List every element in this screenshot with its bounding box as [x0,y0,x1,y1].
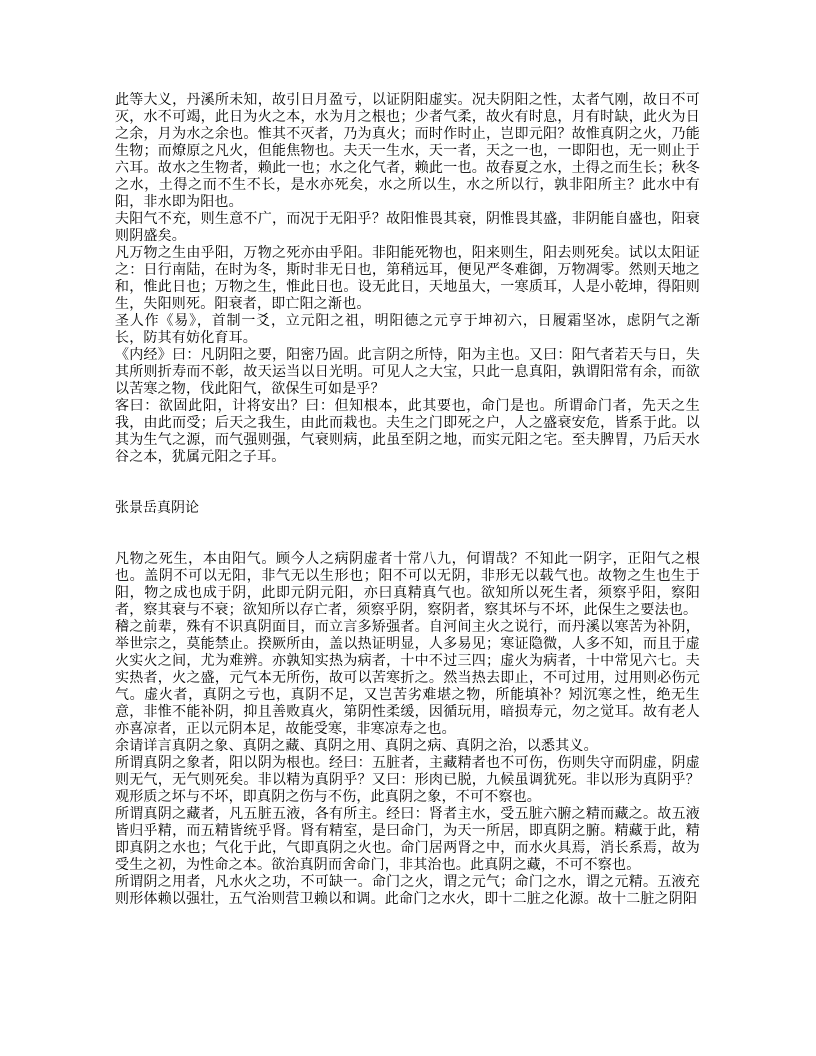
paragraph: 此等大义，丹溪所未知，故引日月盈亏，以证阴阳虚实。况夫阴阳之性，太者气刚，故日不可灭，水不可竭，此日为火之本，水为月之根也；少者气柔，故火有时息，月有时缺，此火为日之余，月为水之余也。惟其不灭者，乃为真火；而时作时止，岂即元阳？故惟真阴之火，乃能生物；而燎原之凡火，但能焦物也。夫天一生水，天一者，天之一也，一即阳也，无一则止于六耳。故水之生物者，赖此一也；水之化气者，赖此一也。故春夏之水，土得之而生长；秋冬之水，土得之而不生不长，是水亦死矣，水之所以生，水之所以行，孰非阳所主？此水中有阳，非水即为阳也。 [115,93,700,210]
section-heading: 张景岳真阴论 [115,501,199,516]
paragraph: 客曰：欲固此阳，计将安出？曰：但知根本，此其要也，命门是也。所谓命门者，先天之生我，由此而受；后天之我生，由此而栽也。夫生之门即死之户，人之盛衰安危，皆系于此。以其为生气之源，而气强则强，气衰则病，此虽至阴之地，而实元阳之宅。至夫脾胃，乃后天水谷之本，犹属元阳之子耳。 [115,399,700,465]
paragraph: 所谓阴之用者，凡水火之功，不可缺一。命门之火，谓之元气；命门之水，谓之元精。五液充则形体赖以强壮，五气治则营卫赖以和调。此命门之水火，即十二脏之化源。故十二脏之阴阳 [115,875,700,907]
paragraph: 夫阳气不充，则生意不广，而况于无阳乎？故阳惟畏其衰，阴惟畏其盛，非阴能自盛也，阳衰则阴盛矣。 [115,212,700,244]
paragraph: 所谓真阴之象者，阳以阴为根也。经曰：五脏者，主藏精者也不可伤，伤则失守而阴虚，阴虚则无气，无气则死矣。非以精为真阴乎？又曰：形肉已脱，九候虽调犹死。非以形为真阴乎？观形质之坏与不坏，即真阴之伤与不伤，此真阴之象，不可不察也。 [115,756,700,805]
paragraph: 《内经》曰：凡阴阳之要，阳密乃固。此言阴之所恃，阳为主也。又曰：阳气者若天与日，失其所则折寿而不彰，故天运当以日光明。可见人之大宝，只此一息真阳，孰谓阳常有余，而欲以苦寒之物，伐此阳气，欲保生可如是乎？ [115,348,700,397]
paragraph: 所谓真阴之藏者，凡五脏五液，各有所主。经曰：肾者主水，受五脏六腑之精而藏之。故五液皆归乎精，而五精皆统乎肾。肾有精室，是曰命门，为天一所居，即真阴之腑。精藏于此，精即真阴之水也；气化于此，气即真阴之火也。命门居两肾之中，而水火具焉，消长系焉，故为受生之初，为性命之本。欲治真阴而舍命门，非其治也。此真阴之藏，不可不察也。 [115,807,700,873]
paragraph: 稽之前辈，殊有不识真阴面目，而立言多矫强者。自河间主火之说行，而丹溪以寒苦为补阴，举世宗之，莫能禁止。揆厥所由，盖以热证明显，人多易见；寒证隐微，人多不知，而且于虚火实火之间，尤为难辨。亦孰知实热为病者，十中不过三四；虚火为病者，十中常见六七。夫实热者，火之盛，元气本无所伤，故可以苦寒折之。然当热去即止，不可过用，过用则必伤元气。虚火者，真阴之亏也，真阴不足，又岂苦劣难堪之物，所能填补？矧沉寒之性，绝无生意，非惟不能补阴，抑且善败真火，第阴性柔缓，因循玩用，暗损寿元，勿之觉耳。故有老人亦喜凉者，正以元阴本足，故能受寒，非寒凉寿之也。 [115,620,700,737]
paragraph: 凡物之死生，本由阳气。顾今人之病阴虚者十常八九，何谓哉？不知此一阴字，正阳气之根也。盖阴不可以无阳，非气无以生形也；阳不可以无阴，非形无以载气也。故物之生也生于阳，物之成也成于阴，此即元阴元阳，亦曰真精真气也。欲知所以死生者，须察乎阳，察阳者，察其衰与不衰；欲知所以存亡者，须察乎阴，察阴者，察其坏与不坏，此保生之要法也。 [115,552,700,618]
paragraph: 凡万物之生由乎阳，万物之死亦由乎阳。非阳能死物也，阳来则生，阳去则死矣。试以太阳证之：日行南陆，在时为冬，斯时非无日也，第稍远耳，便见严冬难御，万物凋零。然则天地之和，惟此日也；万物之生，惟此日也。设无此日，天地虽大，一寒质耳，人是小乾坤，得阳则生，失阳则死。阳衰者，即亡阳之渐也。 [115,246,700,312]
paragraph: 余请详言真阴之象、真阴之藏、真阴之用、真阴之病、真阴之治，以悉其义。 [115,739,598,754]
paragraph: 圣人作《易》，首制一爻，立元阳之祖，明阳德之元亨于坤初六，日履霜坚冰，虑阴气之渐长，防其有妨化育耳。 [115,314,700,346]
